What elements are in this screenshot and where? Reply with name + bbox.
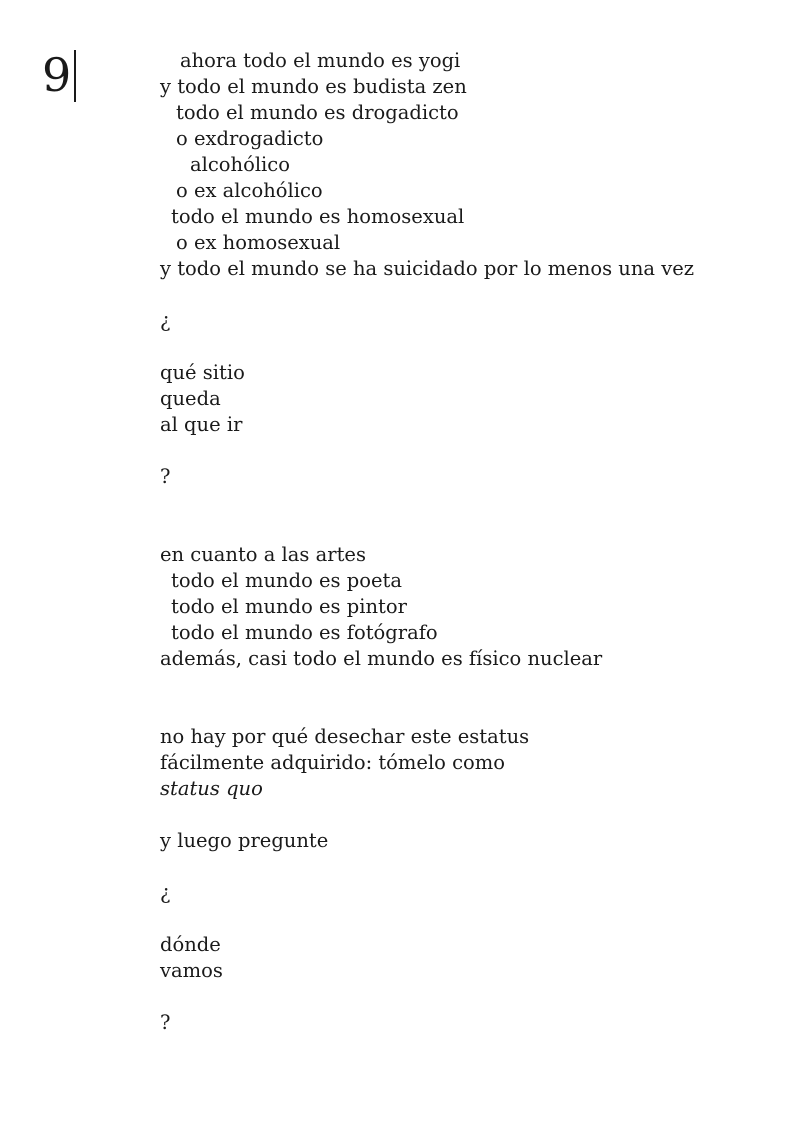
poem-line: además, casi todo el mundo es físico nuclear bbox=[160, 647, 603, 670]
page-number-rule bbox=[74, 50, 76, 102]
poem-line: no hay por qué desechar este estatus bbox=[160, 725, 530, 748]
poem-line: y todo el mundo es budista zen bbox=[160, 75, 467, 98]
poem-line: alcohólico bbox=[190, 153, 290, 176]
poem-line: o exdrogadicto bbox=[176, 127, 324, 150]
poem-line: vamos bbox=[160, 959, 223, 982]
poem-line: y todo el mundo se ha suicidado por lo menos una vez bbox=[160, 257, 695, 280]
poem-line: dónde bbox=[160, 933, 221, 956]
poem-body bbox=[160, 48, 780, 1036]
close-question-mark: ? bbox=[160, 1011, 171, 1034]
poem-line: en cuanto a las artes bbox=[160, 543, 366, 566]
poem-line: todo el mundo es pintor bbox=[171, 595, 407, 618]
close-question-mark: ? bbox=[160, 465, 171, 488]
poem-line: todo el mundo es homosexual bbox=[171, 205, 465, 228]
poem-line: y luego pregunte bbox=[160, 829, 329, 852]
open-question-mark: ¿ bbox=[160, 881, 171, 904]
poem-line: qué sitio bbox=[160, 361, 245, 384]
open-question-mark: ¿ bbox=[160, 309, 171, 332]
poem-line: ahora todo el mundo es yogi bbox=[180, 49, 461, 72]
poem-line: queda bbox=[160, 387, 221, 410]
poem-line: todo el mundo es poeta bbox=[171, 569, 402, 592]
poem-line: fácilmente adquirido: tómelo como bbox=[160, 751, 506, 774]
poem-line: o ex homosexual bbox=[176, 231, 341, 254]
poem-line: todo el mundo es fotógrafo bbox=[171, 621, 438, 644]
poem-line-italic: status quo bbox=[160, 777, 263, 800]
poem-line: o ex alcohólico bbox=[176, 179, 323, 202]
poem-line: todo el mundo es drogadicto bbox=[176, 101, 459, 124]
page-number: 9 bbox=[42, 48, 72, 102]
poem-line: al que ir bbox=[160, 413, 243, 436]
